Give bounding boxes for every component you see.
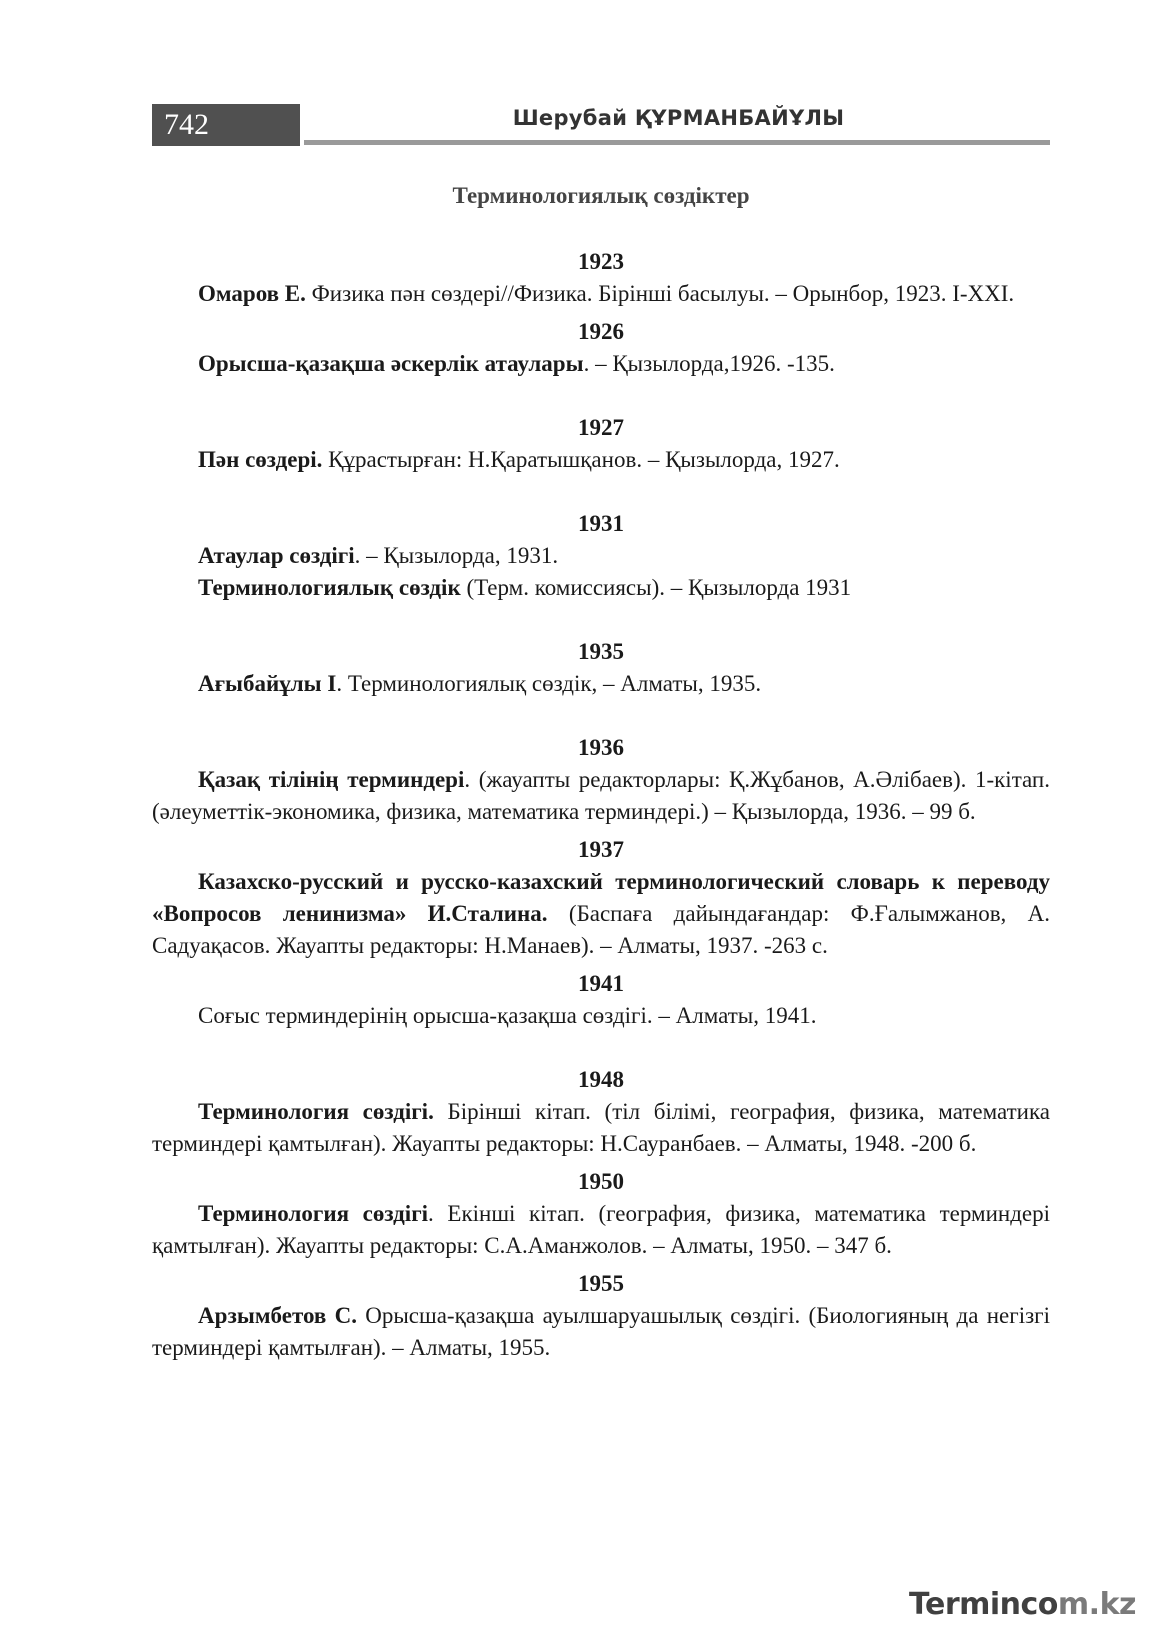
entry-text: . (жауапты редакторлары: Қ.Жұбанов, А.Әлібаев). 1-кітап. (әлеуметтік-экономика, физика, математика терминдері.) – Қызылорда, 1936. – 99 б. <box>152 767 1050 824</box>
entry-text: . Терминологиялық сөздік, – Алматы, 1935. <box>336 671 762 696</box>
watermark-logo <box>909 1587 1136 1631</box>
bibliography-entry <box>152 1300 1050 1364</box>
bibliography-entry <box>152 764 1050 828</box>
bibliography-entry <box>152 572 1050 604</box>
year-heading: 1941 <box>578 971 624 996</box>
year-heading: 1936 <box>578 735 624 760</box>
entry-title: Ағыбайұлы І <box>198 671 337 696</box>
entry-title: Қазақ тілінің терминдері <box>198 767 465 792</box>
year-heading: 1950 <box>578 1169 624 1194</box>
year-heading: 1948 <box>578 1067 624 1092</box>
entry-title: Атаулар сөздігі <box>198 543 355 568</box>
page-header <box>152 104 1050 146</box>
bibliography-entry <box>152 444 1050 476</box>
year-heading: 1931 <box>578 511 624 536</box>
section-title: Терминологиялық сөздіктер <box>452 183 750 208</box>
year-heading: 1927 <box>578 415 624 440</box>
bibliography-entry <box>152 1198 1050 1262</box>
year-heading: 1955 <box>578 1271 624 1296</box>
bibliography-entry <box>152 278 1050 310</box>
entry-title: Казахско-русский и русско-казахский терминологический словарь к переводу «Вопросов ленинизма» И.Сталина. <box>152 869 1050 926</box>
logo-text-main: Termincо <box>909 1587 1058 1622</box>
bibliography-entry <box>152 348 1050 380</box>
running-head-author: Шерубай ҚҰРМАНБАЙҰЛЫ <box>512 106 845 130</box>
bibliography-entry <box>152 668 1050 700</box>
bibliography-entry <box>152 540 1050 572</box>
entry-text: Құрастырған: Н.Қаратышқанов. – Қызылорда, 1927. <box>322 447 840 472</box>
entry-title: Арзымбетов С. <box>198 1303 357 1328</box>
entry-title: Терминологиялық сөздік <box>198 575 461 600</box>
entry-title: Омаров Е. <box>198 281 306 306</box>
entry-title: Орысша-қазақша әскерлік атаулары <box>198 351 584 376</box>
entry-title: Терминология сөздігі <box>198 1201 429 1226</box>
entry-text: (Терм. комиссиясы). – Қызылорда 1931 <box>460 575 852 600</box>
entry-text: Орысша-қазақша ауылшаруашылық сөздігі. (Биологияның да негізгі терминдері қамтылған). – Алматы, 1955. <box>152 1303 1050 1360</box>
year-heading: 1923 <box>578 249 624 274</box>
year-heading: 1937 <box>578 837 624 862</box>
entry-title: Терминология сөздігі. <box>198 1099 434 1124</box>
bibliography-entry <box>152 1096 1050 1160</box>
entry-text: . Екінші кітап. (география, физика, математика терминдері қамтылған). Жауапты редакторы: С.А.Аманжолов. – Алматы, 1950. – 347 б. <box>152 1201 1050 1258</box>
entry-text: . – Қызылорда,1926. -135. <box>583 351 835 376</box>
entry-title: Пән сөздері. <box>198 447 323 472</box>
year-heading: 1926 <box>578 319 624 344</box>
bibliography-entry <box>152 1000 1050 1032</box>
page-content <box>152 180 1050 1364</box>
bibliography-entry <box>152 866 1050 962</box>
header-rule <box>304 140 1050 145</box>
logo-text-domain: m.kz <box>1057 1587 1136 1622</box>
entry-text: Физика пән сөздері//Физика. Бірінші басылуы. – Орынбор, 1923. I-XXI. <box>305 281 1015 306</box>
entry-text: (Баспаға дайындағандар: Ф.Ғалымжанов, А. Садуақасов. Жауапты редакторы: Н.Манаев). – Алматы, 1937. -263 с. <box>152 901 1051 958</box>
year-heading: 1935 <box>578 639 624 664</box>
entry-text: Бірінші кітап. (тіл білімі, география, физика, математика терминдері қамтылған). Жауапты редакторы: Н.Сауранбаев. – Алматы, 1948. -200 б. <box>152 1099 1050 1156</box>
entry-text: Соғыс терминдерінің орысша-қазақша сөздігі. – Алматы, 1941. <box>198 1003 817 1028</box>
page-number: 742 <box>152 104 300 146</box>
entry-text: . – Қызылорда, 1931. <box>354 543 559 568</box>
